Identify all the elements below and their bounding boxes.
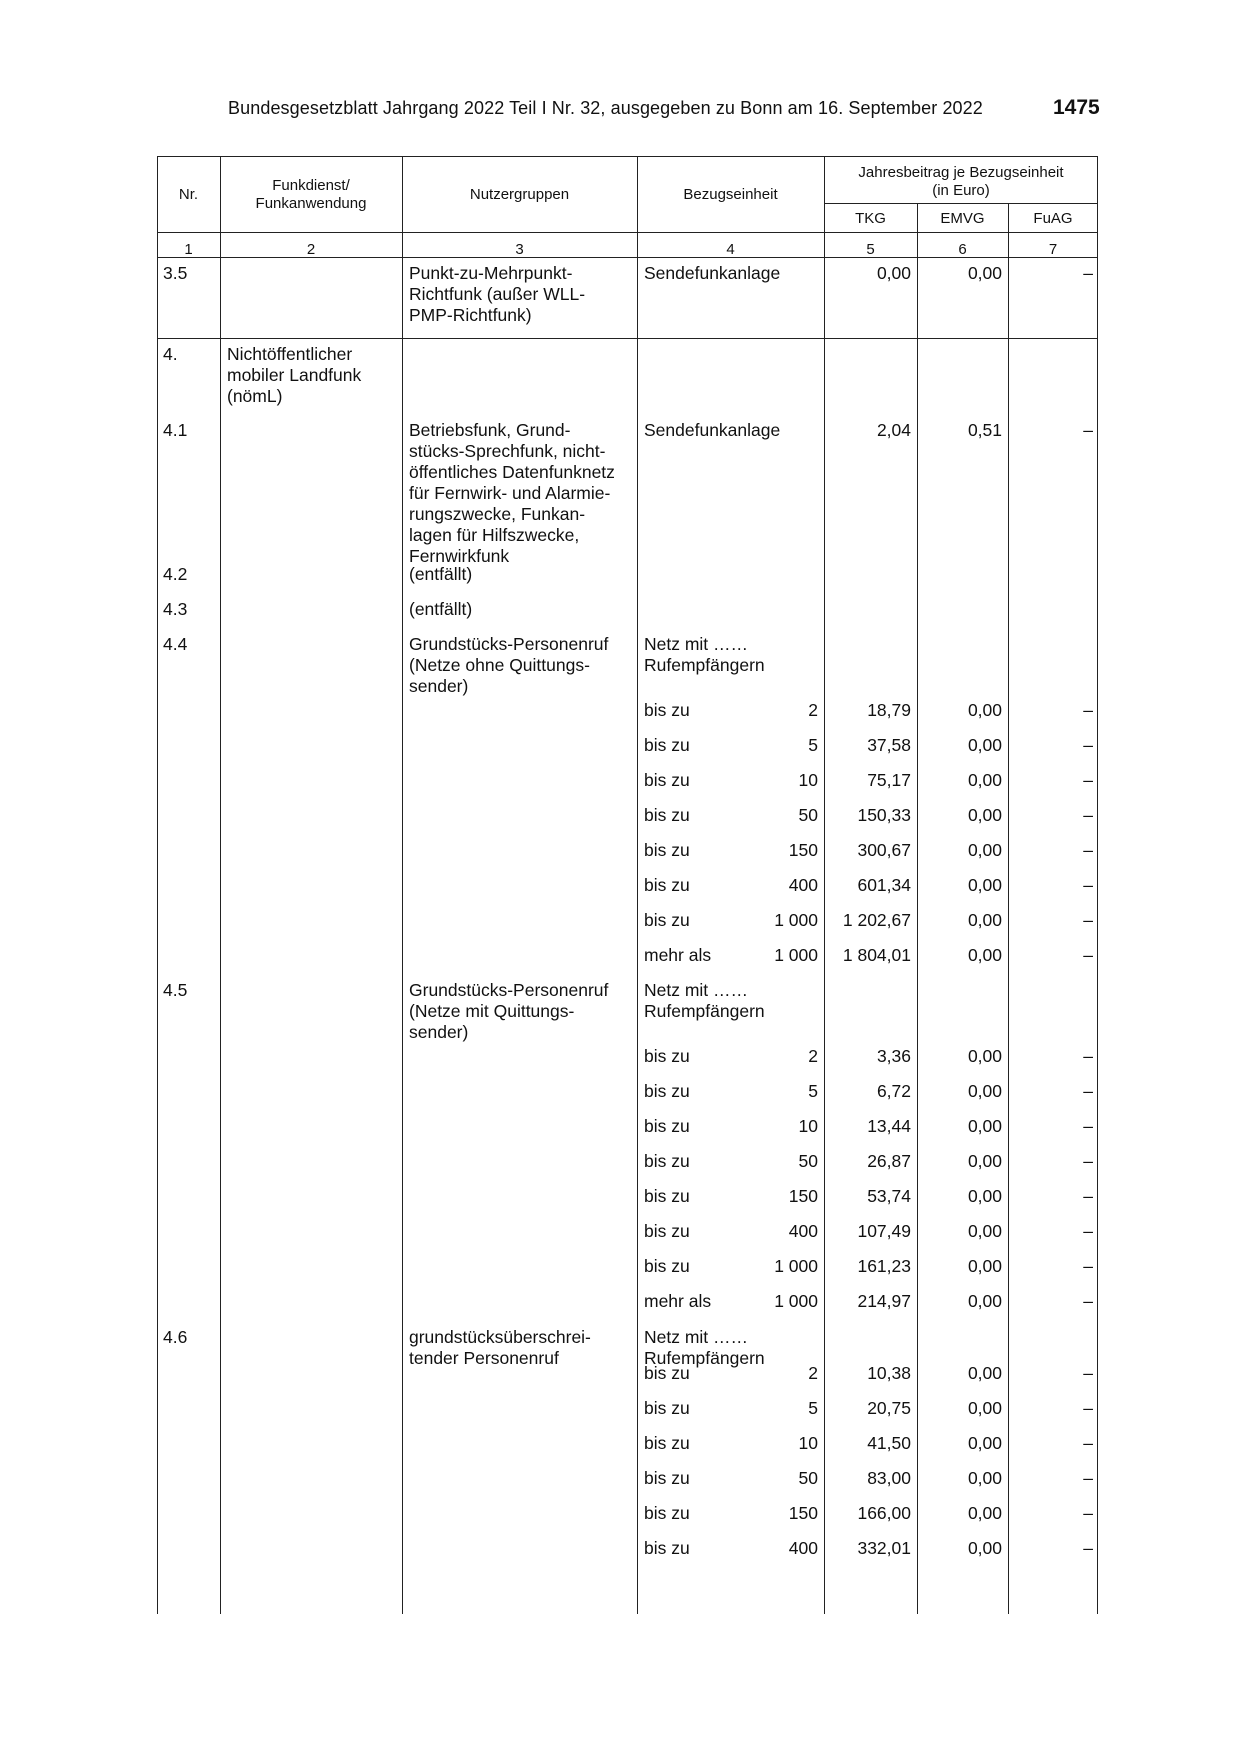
- cell-bezugseinheit: bis zu: [644, 1363, 690, 1383]
- cell-bezugseinheit: bis zu: [644, 1468, 690, 1488]
- cell-emvg: 0,00: [967, 1433, 1002, 1453]
- cell-tkg: 53,74: [867, 1186, 911, 1206]
- column-number: 4: [726, 241, 735, 258]
- cell-fuag: –: [1083, 1046, 1093, 1066]
- cell-bezugseinheit: bis zu: [644, 700, 690, 720]
- cell-fuag: –: [1083, 1256, 1093, 1276]
- cell-bezugseinheit: Sendefunkanlage: [644, 420, 781, 440]
- cell-fuag: –: [1083, 1538, 1093, 1558]
- cell-fuag: –: [1083, 1433, 1093, 1453]
- cell-bezugseinheit-anzahl: 5: [808, 735, 818, 755]
- column-number: 2: [306, 241, 316, 258]
- cell-bezugseinheit: bis zu: [644, 1186, 690, 1206]
- column-number: 1: [184, 241, 193, 258]
- cell-emvg: 0,00: [967, 263, 1002, 283]
- cell-nr: 4.6: [163, 1327, 188, 1347]
- cell-emvg: 0,00: [967, 805, 1002, 825]
- cell-tkg: 6,72: [876, 1081, 911, 1101]
- cell-tkg: 166,00: [857, 1503, 911, 1523]
- header-emvg: EMVG: [940, 210, 985, 227]
- header-fuag: FuAG: [1033, 210, 1073, 227]
- cell-fuag: –: [1083, 263, 1093, 283]
- cell-fuag: –: [1083, 1363, 1093, 1383]
- cell-tkg: 26,87: [867, 1151, 911, 1171]
- cell-nr: 4.3: [163, 599, 188, 619]
- cell-fuag: –: [1083, 840, 1093, 860]
- column-number: 3: [515, 241, 524, 258]
- cell-tkg: 20,75: [867, 1398, 911, 1418]
- cell-fuag: –: [1083, 420, 1093, 440]
- cell-fuag: –: [1083, 875, 1093, 895]
- cell-bezugseinheit-anzahl: 1 000: [774, 1291, 818, 1311]
- cell-nutzergruppen: Betriebsfunk, Grund- stücks-Sprechfunk, nicht- öffentliches Datenfunknetz für Fernwirk- und Alarmie- rungszwecke, Funkan- lagen für Hilfszwecke, Fernwirkfunk: [409, 420, 615, 566]
- cell-bezugseinheit-anzahl: 400: [788, 1221, 818, 1241]
- cell-tkg: 161,23: [857, 1256, 911, 1276]
- cell-bezugseinheit: Netz mit …… Rufempfängern: [644, 634, 765, 675]
- cell-bezugseinheit-anzahl: 2: [808, 700, 818, 720]
- column-number: 7: [1048, 241, 1058, 258]
- cell-bezugseinheit: bis zu: [644, 735, 690, 755]
- cell-bezugseinheit-anzahl: 150: [788, 1503, 818, 1523]
- cell-nutzergruppen: (entfällt): [409, 599, 473, 619]
- cell-emvg: 0,00: [967, 1503, 1002, 1523]
- cell-tkg: 214,97: [857, 1291, 911, 1311]
- cell-fuag: –: [1083, 1081, 1093, 1101]
- cell-bezugseinheit: mehr als: [644, 1291, 712, 1311]
- column-number: 6: [958, 241, 967, 258]
- cell-tkg: 107,49: [857, 1221, 911, 1241]
- cell-bezugseinheit: bis zu: [644, 1256, 690, 1276]
- cell-emvg: 0,00: [967, 1398, 1002, 1418]
- cell-bezugseinheit-anzahl: 10: [798, 770, 818, 790]
- cell-emvg: 0,00: [967, 875, 1002, 895]
- fee-table: [157, 156, 1098, 1614]
- page-number: 1475: [1053, 96, 1100, 119]
- header-tkg: TKG: [855, 210, 886, 227]
- cell-nr: 4.2: [163, 564, 188, 584]
- cell-bezugseinheit: mehr als: [644, 945, 712, 965]
- cell-nutzergruppen: Punkt-zu-Mehrpunkt- Richtfunk (außer WLL- PMP-Richtfunk): [409, 263, 586, 325]
- table-border-right: [1097, 156, 1098, 1614]
- cell-bezugseinheit: bis zu: [644, 770, 690, 790]
- cell-bezugseinheit-anzahl: 5: [808, 1081, 818, 1101]
- header-funkdienst: Funkdienst/ Funkanwendung: [255, 177, 367, 212]
- cell-emvg: 0,00: [967, 770, 1002, 790]
- cell-bezugseinheit-anzahl: 1 000: [774, 945, 818, 965]
- cell-bezugseinheit-anzahl: 5: [808, 1398, 818, 1418]
- cell-bezugseinheit: bis zu: [644, 1151, 690, 1171]
- cell-fuag: –: [1083, 945, 1093, 965]
- cell-fuag: –: [1083, 1116, 1093, 1136]
- cell-tkg: 332,01: [857, 1538, 911, 1558]
- cell-tkg: 2,04: [876, 420, 911, 440]
- cell-bezugseinheit-anzahl: 50: [798, 805, 818, 825]
- cell-emvg: 0,00: [967, 1081, 1002, 1101]
- cell-fuag: –: [1083, 1398, 1093, 1418]
- cell-tkg: 1 804,01: [842, 945, 911, 965]
- cell-tkg: 300,67: [857, 840, 911, 860]
- cell-nutzergruppen: grundstücksüberschrei- tender Personenruf: [409, 1327, 591, 1368]
- cell-bezugseinheit: bis zu: [644, 1503, 690, 1523]
- header-jahresbeitrag: Jahresbeitrag je Bezugseinheit (in Euro): [858, 164, 1064, 199]
- column-divider: [402, 156, 403, 1614]
- cell-bezugseinheit-anzahl: 2: [808, 1046, 818, 1066]
- header-divider: [157, 232, 1098, 233]
- cell-bezugseinheit: bis zu: [644, 805, 690, 825]
- cell-fuag: –: [1083, 805, 1093, 825]
- header-nutzergruppen: Nutzergruppen: [469, 186, 570, 203]
- cell-nr: 4.4: [163, 634, 188, 654]
- cell-fuag: –: [1083, 1503, 1093, 1523]
- cell-bezugseinheit: Netz mit …… Rufempfängern: [644, 1327, 765, 1368]
- cell-tkg: 3,36: [876, 1046, 911, 1066]
- cell-bezugseinheit: bis zu: [644, 1221, 690, 1241]
- cell-nutzergruppen: Grundstücks-Personenruf (Netze mit Quittungs- sender): [409, 980, 609, 1042]
- cell-bezugseinheit: bis zu: [644, 1398, 690, 1418]
- cell-fuag: –: [1083, 700, 1093, 720]
- cell-bezugseinheit: bis zu: [644, 1081, 690, 1101]
- cell-emvg: 0,00: [967, 1256, 1002, 1276]
- cell-fuag: –: [1083, 1468, 1093, 1488]
- cell-bezugseinheit-anzahl: 1 000: [774, 1256, 818, 1276]
- cell-nr: 3.5: [163, 263, 188, 283]
- table-border-left: [157, 156, 158, 1614]
- cell-tkg: 601,34: [857, 875, 911, 895]
- cell-bezugseinheit: bis zu: [644, 910, 690, 930]
- row-divider: [157, 338, 1098, 339]
- cell-fuag: –: [1083, 1221, 1093, 1241]
- cell-tkg: 13,44: [867, 1116, 911, 1136]
- cell-emvg: 0,00: [967, 1468, 1002, 1488]
- cell-tkg: 37,58: [867, 735, 911, 755]
- header-nr: Nr.: [178, 186, 199, 203]
- cell-bezugseinheit-anzahl: 50: [798, 1151, 818, 1171]
- cell-nr: 4.: [163, 344, 178, 364]
- cell-bezugseinheit-anzahl: 400: [788, 875, 818, 895]
- cell-tkg: 1 202,67: [842, 910, 911, 930]
- cell-emvg: 0,00: [967, 1363, 1002, 1383]
- cell-nr: 4.1: [163, 420, 188, 440]
- cell-fuag: –: [1083, 735, 1093, 755]
- cell-fuag: –: [1083, 910, 1093, 930]
- cell-bezugseinheit-anzahl: 150: [788, 1186, 818, 1206]
- header-subdivider: [824, 203, 1098, 204]
- cell-emvg: 0,00: [967, 1151, 1002, 1171]
- cell-bezugseinheit-anzahl: 400: [788, 1538, 818, 1558]
- cell-bezugseinheit: bis zu: [644, 1433, 690, 1453]
- cell-tkg: 150,33: [857, 805, 911, 825]
- cell-bezugseinheit: bis zu: [644, 1116, 690, 1136]
- cell-bezugseinheit-anzahl: 150: [788, 840, 818, 860]
- cell-tkg: 75,17: [867, 770, 911, 790]
- cell-bezugseinheit: Sendefunkanlage: [644, 263, 781, 283]
- table-border-top: [157, 156, 1098, 157]
- cell-emvg: 0,00: [967, 1046, 1002, 1066]
- cell-nutzergruppen: (entfällt): [409, 564, 473, 584]
- cell-emvg: 0,00: [967, 910, 1002, 930]
- cell-bezugseinheit-anzahl: 2: [808, 1363, 818, 1383]
- cell-tkg: 41,50: [867, 1433, 911, 1453]
- cell-fuag: –: [1083, 1151, 1093, 1171]
- cell-emvg: 0,00: [967, 945, 1002, 965]
- cell-tkg: 0,00: [876, 263, 911, 283]
- cell-emvg: 0,00: [967, 1291, 1002, 1311]
- cell-emvg: 0,00: [967, 840, 1002, 860]
- cell-tkg: 10,38: [867, 1363, 911, 1383]
- cell-nutzergruppen: Grundstücks-Personenruf (Netze ohne Quittungs- sender): [409, 634, 609, 696]
- header-bezugseinheit: Bezugseinheit: [683, 186, 778, 203]
- cell-fuag: –: [1083, 770, 1093, 790]
- cell-bezugseinheit-anzahl: 10: [798, 1433, 818, 1453]
- cell-bezugseinheit: bis zu: [644, 840, 690, 860]
- column-number: 5: [866, 241, 875, 258]
- cell-emvg: 0,51: [967, 420, 1002, 440]
- cell-emvg: 0,00: [967, 1538, 1002, 1558]
- cell-emvg: 0,00: [967, 700, 1002, 720]
- column-divider: [637, 156, 638, 1614]
- cell-bezugseinheit: Netz mit …… Rufempfängern: [644, 980, 765, 1021]
- cell-nr: 4.5: [163, 980, 188, 1000]
- cell-tkg: 18,79: [867, 700, 911, 720]
- cell-bezugseinheit-anzahl: 1 000: [774, 910, 818, 930]
- cell-bezugseinheit: bis zu: [644, 875, 690, 895]
- cell-bezugseinheit-anzahl: 10: [798, 1116, 818, 1136]
- cell-bezugseinheit: bis zu: [644, 1538, 690, 1558]
- column-divider: [220, 156, 221, 1614]
- cell-emvg: 0,00: [967, 1116, 1002, 1136]
- cell-funkdienst: Nichtöffentlicher mobiler Landfunk (nömL): [227, 344, 362, 406]
- running-header: Bundesgesetzblatt Jahrgang 2022 Teil I Nr. 32, ausgegeben zu Bonn am 16. September 2022: [228, 98, 983, 118]
- cell-tkg: 83,00: [867, 1468, 911, 1488]
- cell-emvg: 0,00: [967, 735, 1002, 755]
- cell-fuag: –: [1083, 1291, 1093, 1311]
- cell-bezugseinheit-anzahl: 50: [798, 1468, 818, 1488]
- cell-bezugseinheit: bis zu: [644, 1046, 690, 1066]
- cell-emvg: 0,00: [967, 1186, 1002, 1206]
- cell-fuag: –: [1083, 1186, 1093, 1206]
- cell-emvg: 0,00: [967, 1221, 1002, 1241]
